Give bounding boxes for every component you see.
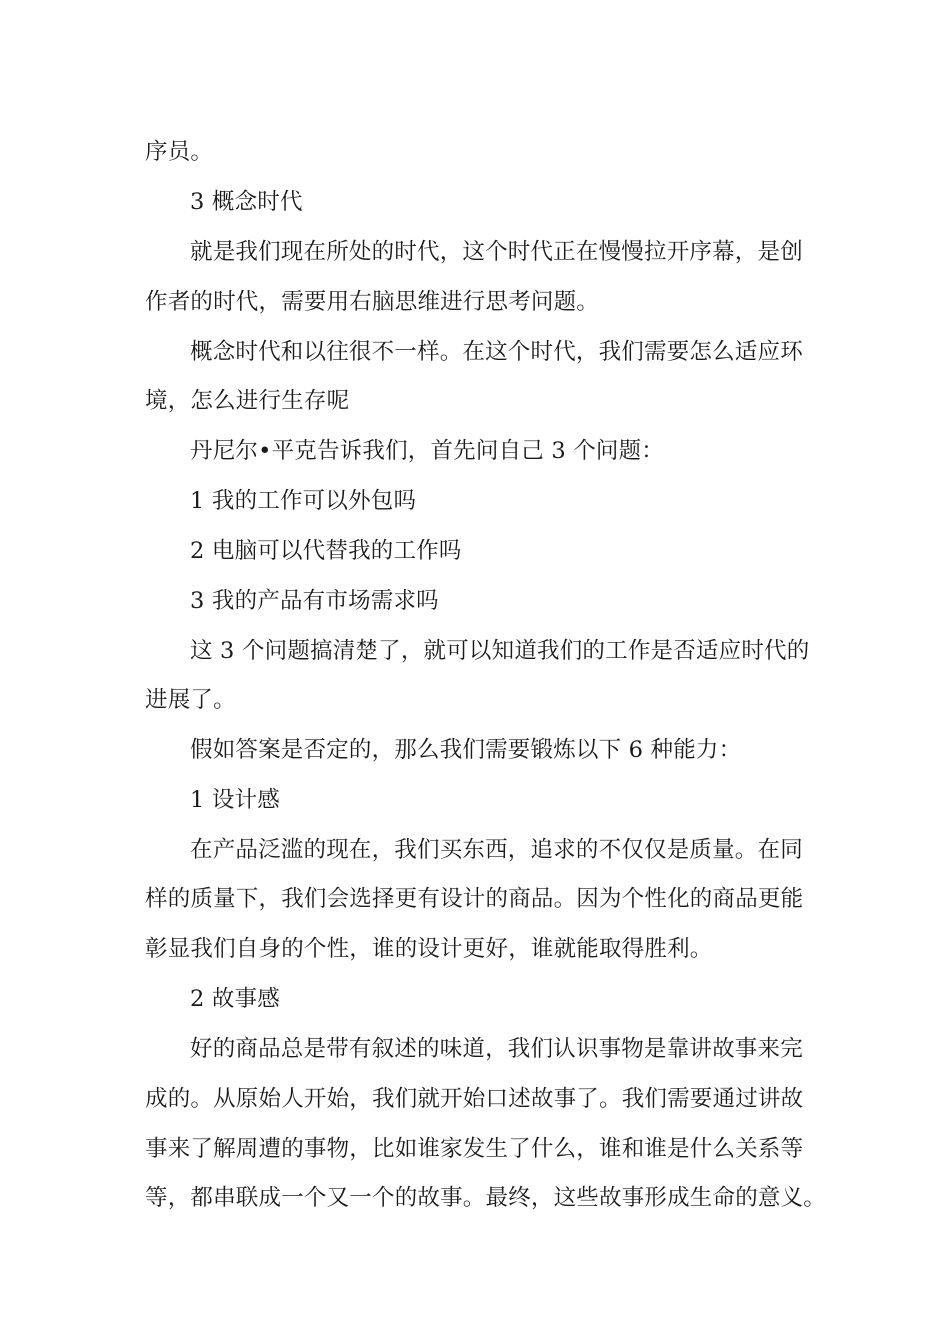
paragraph-line: 丹尼尔•平克告诉我们，首先问自己 3 个问题： [190,438,664,464]
paragraph-line: 彰显我们自身的个性，谁的设计更好，谁就能取得胜利。 [145,936,713,962]
paragraph-line: 境，怎么进行生存呢 [145,388,350,414]
paragraph-line: 这 3 个问题搞清楚了，就可以知道我们的工作是否适应时代的 [190,638,810,664]
paragraph-line: 好的商品总是带有叙述的味道，我们认识事物是靠讲故事来完 [190,1036,803,1062]
paragraph-line: 就是我们现在所处的时代，这个时代正在慢慢拉开序幕，是创 [190,239,803,265]
paragraph-line: 假如答案是否定的，那么我们需要锻炼以下 6 种能力： [190,737,742,763]
paragraph-line: 事来了解周遭的事物，比如谁家发生了什么，谁和谁是什么关系等 [145,1136,804,1162]
question-item: 3 我的产品有市场需求吗 [190,588,439,614]
question-item: 2 电脑可以代替我的工作吗 [190,538,462,564]
paragraph-line: 进展了。 [145,687,236,713]
paragraph-line: 概念时代和以往很不一样。在这个时代，我们需要怎么适应环 [190,339,803,365]
paragraph-line: 样的质量下，我们会选择更有设计的商品。因为个性化的商品更能 [145,886,804,912]
section-heading-story: 2 故事感 [190,986,280,1012]
question-item: 1 我的工作可以外包吗 [190,488,417,514]
paragraph-line: 成的。从原始人开始，我们就开始口述故事了。我们需要通过讲故 [145,1086,804,1112]
text-line-continuation: 序员。 [145,139,214,165]
paragraph-line: 等，都串联成一个又一个的故事。最终，这些故事形成生命的意义。 [145,1185,827,1211]
section-heading-design: 1 设计感 [190,787,280,813]
paragraph-line: 在产品泛滥的现在，我们买东西，追求的不仅仅是质量。在同 [190,837,803,863]
section-heading-concept-era: 3 概念时代 [190,189,303,215]
paragraph-line: 作者的时代，需要用右脑思维进行思考问题。 [145,289,600,315]
